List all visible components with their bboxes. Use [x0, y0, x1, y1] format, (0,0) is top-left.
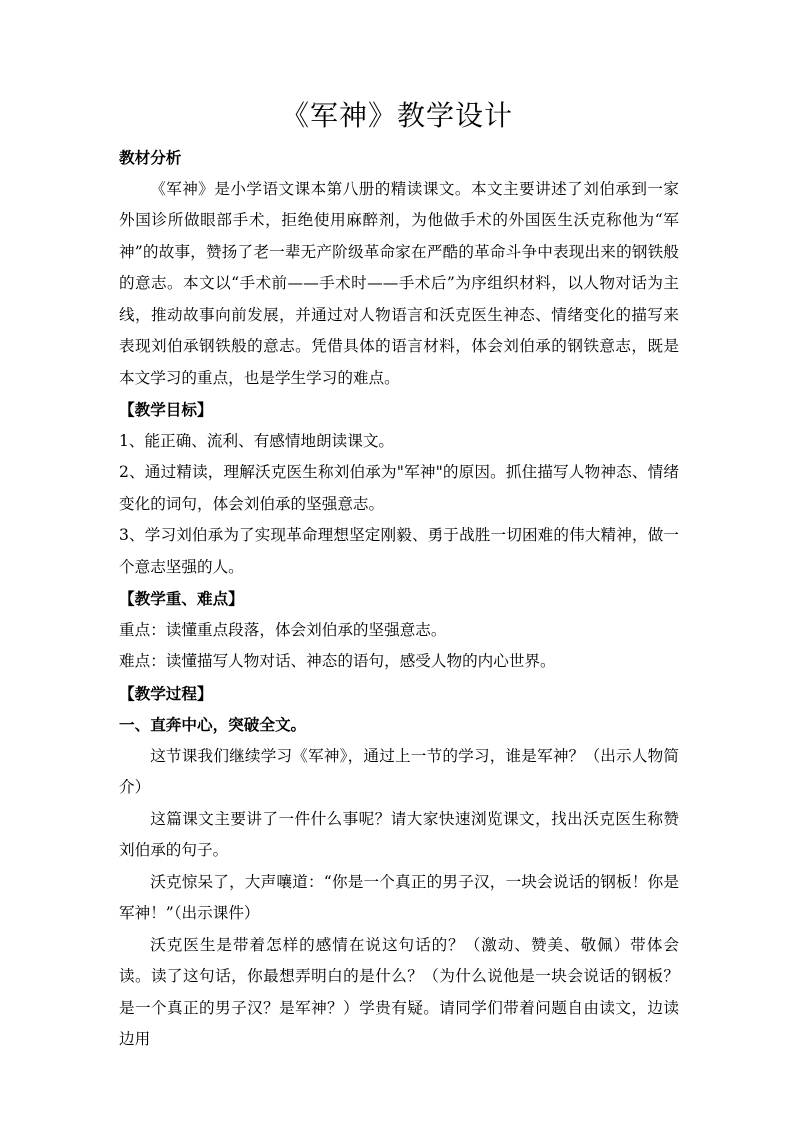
key-point: 重点：读懂重点段落，体会刘伯承的坚强意志。	[119, 620, 447, 639]
section-heading-keypoints: 【教学重、难点】	[119, 589, 244, 608]
section-heading-material: 教材分析	[119, 148, 182, 167]
difficult-point: 难点：读懂描写人物对话、神态的语句，感受人物的内心世界。	[119, 652, 556, 670]
process-paragraph-3: 沃克惊呆了，大声嚷道：“你是一个真正的男子汉，一块会说话的钢板！你是军神！”（出示课件）	[119, 872, 679, 922]
document-body	[119, 142, 679, 1056]
material-paragraph: 《军神》是小学语文课本第八册的精读课文。本文主要讲述了刘伯承到一家外国诊所做眼部手术，拒绝使用麻醉剂，为他做手术的外国医生沃克称他为“军神”的故事，赞扬了老一辈无产阶级革命家在严酷的革命斗争中表现出来的钢铁般的意志。本文以“手术前——手术时——手术后”为序组织材料，以人物对话为主线，推动故事向前发展，并通过对人物语言和沃克医生神态、情绪变化的描写来表现刘伯承钢铁般的意志。凭借具体的语言材料，体会刘伯承的钢铁意志，既是本文学习的重点，也是学生学习的难点。	[119, 179, 679, 387]
page-title: 《军神》教学设计	[280, 99, 513, 132]
process-paragraph-4: 沃克医生是带着怎样的感情在说这句话的？（激动、赞美、敬佩）带体会读。读了这句话，你最想弄明白的是什么？（为什么说他是一块会说话的钢板？是一个真正的男子汉？是军神？）学贵有疑。请同学们带着问题自由读文，边读边用	[119, 935, 679, 1048]
section-heading-process: 【教学过程】	[119, 683, 213, 703]
goal-item-1: 1、能正确、流利、有感情地朗读课文。	[119, 431, 395, 450]
process-subheading: 一、直奔中心，突破全文。	[119, 715, 307, 734]
process-paragraph-2: 这篇课文主要讲了一件什么事呢？请大家快速浏览课文，找出沃克医生称赞刘伯承的句子。	[119, 809, 679, 859]
process-paragraph-1: 这节课我们继续学习《军神》，通过上一节的学习，谁是军神？（出示人物简介）	[119, 746, 679, 796]
goal-item-2: 2、通过精读，理解沃克医生称刘伯承为"军神"的原因。抓住描写人物神态、情绪变化的词句，体会刘伯承的坚强意志。	[119, 463, 679, 513]
goal-item-3: 3、学习刘伯承为了实现革命理想坚定刚毅、勇于战胜一切困难的伟大精神，做一个意志坚强的人。	[119, 526, 679, 576]
section-heading-goals: 【教学目标】	[119, 400, 213, 419]
